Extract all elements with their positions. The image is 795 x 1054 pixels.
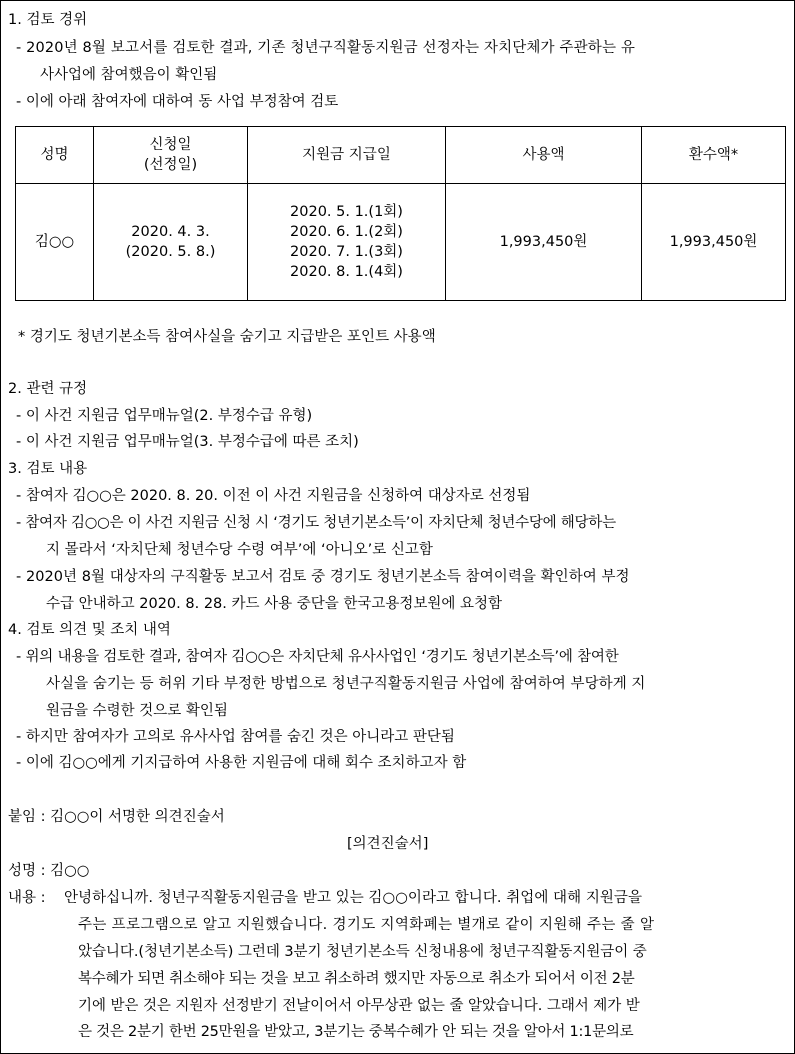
section-1-title: 1. 검토 경위	[8, 12, 88, 28]
statement-content-line-2: 주는 프로그램으로 알고 지원했습니다. 경기도 지역화폐는 별개로 같이 지원해 주는 줄 알	[78, 917, 655, 933]
section-3-bullet-3-line-1: - 2020년 8월 대상자의 구직활동 보고서 검토 중 경기도 청년기본소득 참여이력을 확인하여 부정	[16, 569, 630, 585]
section-4-bullet-3: - 이에 김○○에게 기지급하여 사용한 지원금에 대해 회수 조치하고자 함	[16, 755, 467, 771]
table-header-row	[16, 127, 786, 184]
statement-content-line-1: 안녕하십니까. 청년구직활동지원금을 받고 있는 김○○이라고 합니다. 취업에 대해 지원금을	[64, 890, 643, 906]
header-used: 사용액	[446, 127, 642, 184]
header-apply-date-line-2: (선정일)	[143, 157, 198, 173]
header-apply-date-line-1: 신청일	[149, 137, 192, 153]
attachment-label: 붙임 : 김○○이 서명한 의견진술서	[8, 809, 225, 825]
pay-date-4: 2020. 8. 1.(4회)	[290, 264, 403, 280]
section-4-bullet-1-line-1: - 위의 내용을 검토한 결과, 참여자 김○○은 자치단체 유사사업인 ‘경기도 청년기본소득’에 참여한	[16, 649, 619, 665]
cell-pay-dates	[248, 184, 446, 301]
section-1-bullet-2: - 이에 아래 참여자에 대하여 동 사업 부정참여 검토	[16, 94, 339, 110]
statement-name: 성명 : 김○○	[8, 863, 90, 879]
pay-date-1: 2020. 5. 1.(1회)	[290, 204, 403, 220]
pay-date-2: 2020. 6. 1.(2회)	[290, 224, 403, 240]
section-2-bullet-1: - 이 사건 지원금 업무매뉴얼(2. 부정수급 유형)	[16, 408, 313, 424]
header-pay-dates: 지원금 지급일	[248, 127, 446, 184]
section-4-bullet-1-line-2: 사실을 숨기는 등 허위 기타 부정한 방법으로 청년구직활동지원금 사업에 참여하여 부당하게 지	[46, 676, 646, 692]
review-table	[15, 126, 786, 301]
statement-content-line-4: 복수혜가 되면 취소해야 되는 것을 보고 취소하려 했지만 자동으로 취소가 되어서 이전 2분	[78, 971, 635, 987]
section-3-bullet-2-line-1: - 참여자 김○○은 이 사건 지원금 신청 시 ‘경기도 청년기본소득’이 자치단체 청년수당에 해당하는	[16, 515, 616, 531]
statement-content-label: 내용 :	[8, 890, 46, 906]
table-footnote: * 경기도 청년기본소득 참여사실을 숨기고 지급받은 포인트 사용액	[18, 329, 436, 345]
cell-refund: 1,993,450원	[642, 184, 786, 301]
cell-apply-date	[94, 184, 248, 301]
cell-used: 1,993,450원	[446, 184, 642, 301]
attachment-doc-title: [의견진술서]	[347, 836, 429, 852]
section-2-title: 2. 관련 규정	[8, 381, 88, 397]
section-3-bullet-3-line-2: 수급 안내하고 2020. 8. 28. 카드 사용 중단을 한국고용정보원에 요청함	[46, 596, 503, 612]
header-name: 성명	[16, 127, 94, 184]
header-refund: 환수액*	[642, 127, 786, 184]
statement-content-line-5: 기에 받은 것은 지원자 선정받기 전날이어서 아무상관 없는 줄 알았습니다. 그래서 제가 받	[78, 998, 640, 1014]
section-4-bullet-1-line-3: 원금을 수령한 것으로 확인됨	[46, 703, 228, 719]
section-3-title: 3. 검토 내용	[8, 461, 88, 477]
cell-select-date-value: (2020. 5. 8.)	[125, 244, 216, 260]
pay-date-3: 2020. 7. 1.(3회)	[290, 244, 403, 260]
section-3-bullet-1: - 참여자 김○○은 2020. 8. 20. 이전 이 사건 지원금을 신청하여 대상자로 선정됨	[16, 488, 531, 504]
header-apply-date	[94, 127, 248, 184]
cell-apply-date-value: 2020. 4. 3.	[131, 224, 210, 240]
table-row	[16, 184, 786, 301]
section-4-bullet-2: - 하지만 참여자가 고의로 유사사업 참여를 숨긴 것은 아니라고 판단됨	[16, 729, 455, 745]
section-2-bullet-2: - 이 사건 지원금 업무매뉴얼(3. 부정수급에 따른 조치)	[16, 434, 359, 450]
section-1-bullet-1-line-2: 사사업에 참여했음이 확인됨	[40, 67, 218, 83]
statement-content-line-6: 은 것은 2분기 한번 25만원을 받았고, 3분기는 중복수혜가 안 되는 것을 알아서 1:1문의로	[78, 1024, 634, 1040]
cell-name: 김○○	[16, 184, 94, 301]
section-3-bullet-2-line-2: 지 몰라서 ‘자치단체 청년수당 수령 여부’에 ‘아니오’로 신고함	[46, 542, 433, 558]
section-4-title: 4. 검토 의견 및 조치 내역	[8, 622, 171, 638]
section-1-bullet-1-line-1: - 2020년 8월 보고서를 검토한 결과, 기존 청년구직활동지원금 선정자는 자치단체가 주관하는 유	[16, 40, 636, 56]
statement-content-line-3: 았습니다.(청년기본소득) 그런데 3분기 청년기본소득 신청내용에 청년구직활동지원금이 중	[78, 944, 647, 960]
